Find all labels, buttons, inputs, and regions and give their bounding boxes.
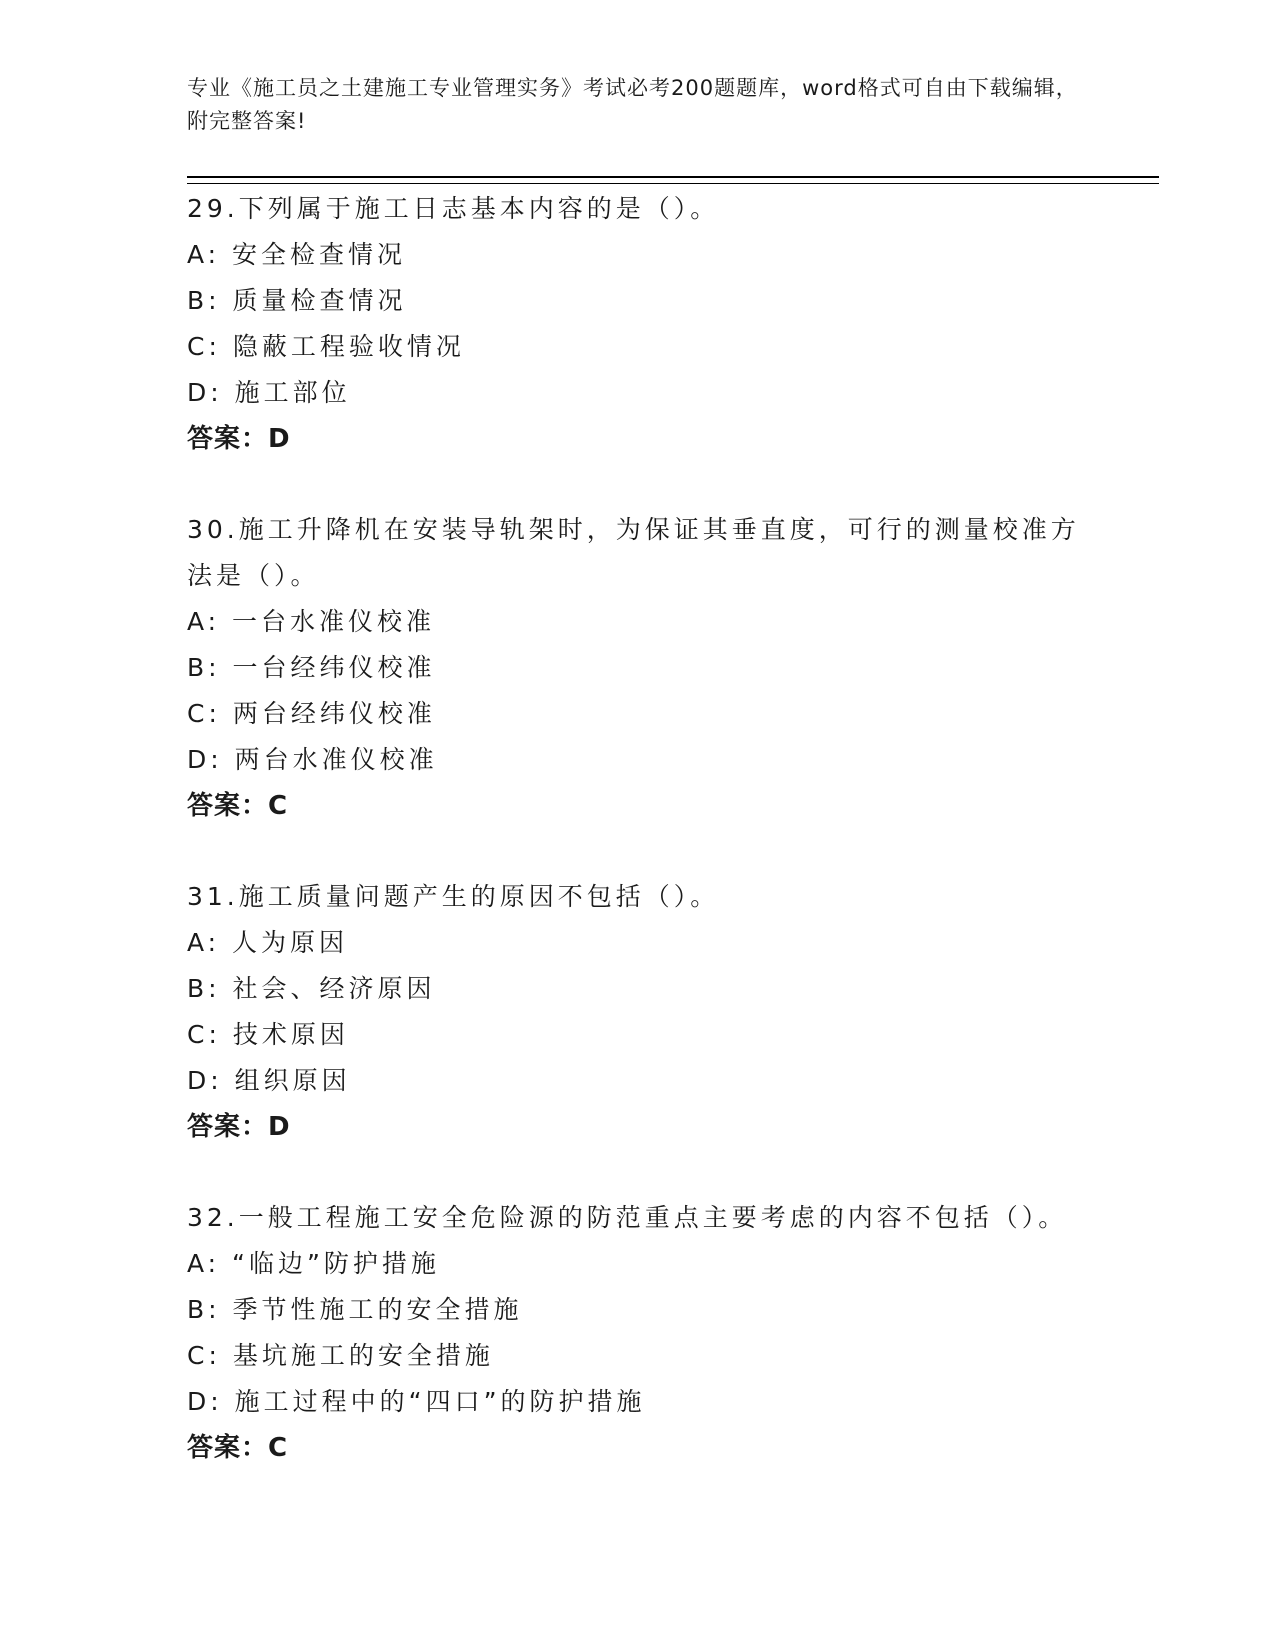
option-c: C: 两台经纬仪校准 xyxy=(187,699,436,728)
answer-line: 答案：C xyxy=(187,791,289,821)
option-a: A: 安全检查情况 xyxy=(187,240,407,269)
question-29 xyxy=(187,186,1087,462)
question-stem: 32.一般工程施工安全危险源的防范重点主要考虑的内容不包括（）。 xyxy=(187,1203,1068,1232)
option-a: A: “临边”防护措施 xyxy=(187,1249,440,1278)
option-a: A: 人为原因 xyxy=(187,928,349,957)
option-b: B: 社会、经济原因 xyxy=(187,974,436,1003)
question-stem: 29.下列属于施工日志基本内容的是（）。 xyxy=(187,194,720,223)
option-d: D: 施工过程中的“四口”的防护措施 xyxy=(187,1387,646,1416)
question-30 xyxy=(187,507,1087,829)
question-stem: 30.施工升降机在安装导轨架时，为保证其垂直度，可行的测量校准方法是（）。 xyxy=(187,515,1080,590)
option-b: B: 季节性施工的安全措施 xyxy=(187,1295,523,1324)
answer-line: 答案：C xyxy=(187,1433,289,1463)
header-rule-thin xyxy=(187,183,1159,184)
document-header: 专业《施工员之土建施工专业管理实务》考试必考200题题库，word格式可自由下载编辑，附完整答案! xyxy=(187,76,1078,133)
option-d: D: 组织原因 xyxy=(187,1066,351,1095)
option-b: B: 一台经纬仪校准 xyxy=(187,653,436,682)
option-c: C: 技术原因 xyxy=(187,1020,349,1049)
option-b: B: 质量检查情况 xyxy=(187,286,407,315)
option-d: D: 施工部位 xyxy=(187,378,351,407)
option-d: D: 两台水准仪校准 xyxy=(187,745,438,774)
answer-line: 答案：D xyxy=(187,424,291,454)
option-a: A: 一台水准仪校准 xyxy=(187,607,436,636)
question-31 xyxy=(187,874,1087,1150)
header-rule-thick xyxy=(187,176,1159,178)
option-c: C: 隐蔽工程验收情况 xyxy=(187,332,465,361)
question-32 xyxy=(187,1195,1087,1471)
question-list xyxy=(187,186,1087,1516)
answer-line: 答案：D xyxy=(187,1112,291,1142)
option-c: C: 基坑施工的安全措施 xyxy=(187,1341,494,1370)
question-stem: 31.施工质量问题产生的原因不包括（）。 xyxy=(187,882,720,911)
